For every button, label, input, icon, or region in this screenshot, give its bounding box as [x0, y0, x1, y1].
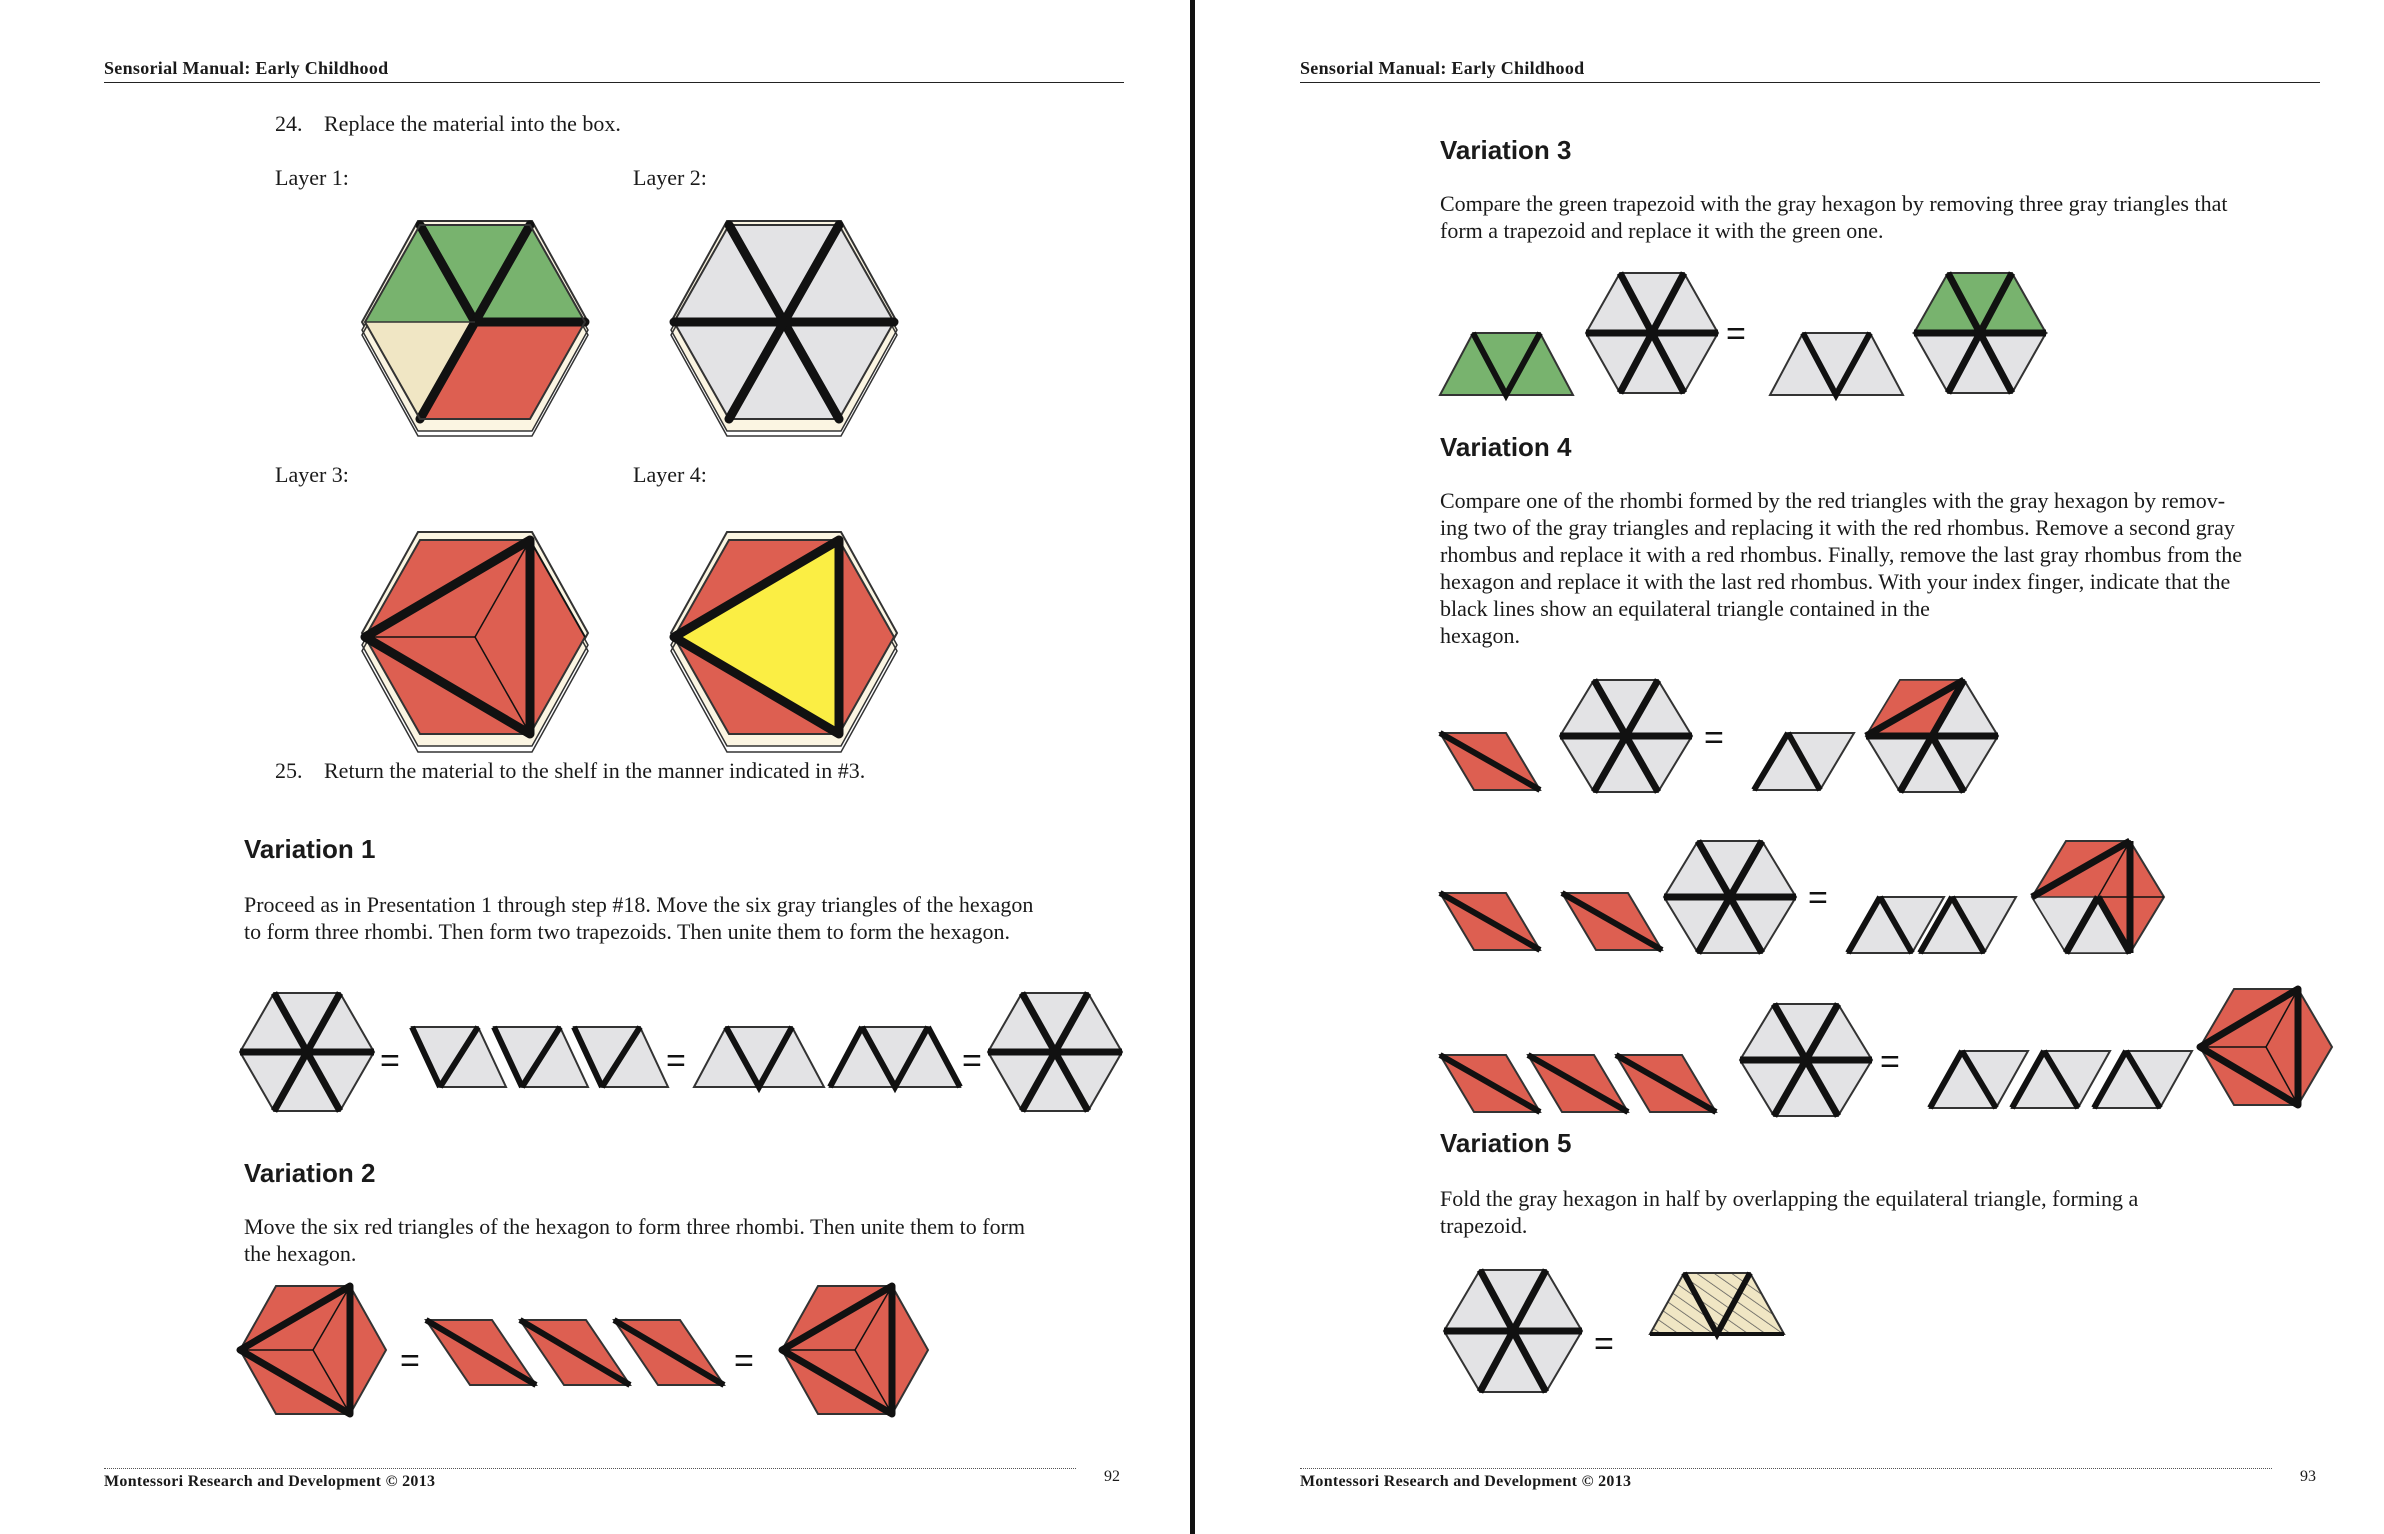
- layer-4-figure: [664, 530, 904, 760]
- hexagon-red-rhombus: [1866, 680, 1998, 792]
- step-24-number: 24.: [275, 111, 303, 136]
- red-rhombus: [1616, 1055, 1716, 1112]
- hexagon-green-top: [1914, 273, 2046, 393]
- gray-hexagon: [1740, 1004, 1872, 1116]
- layer-1-figure: [355, 215, 595, 445]
- red-rhombus: [426, 1320, 536, 1385]
- layer-3-figure: [355, 530, 595, 760]
- gray-trapezoid: [694, 1027, 824, 1087]
- gray-hexagon: [1664, 841, 1796, 953]
- left-page: [0, 0, 1190, 1534]
- layer-1-label: Layer 1:: [275, 165, 349, 190]
- header-rule: [104, 82, 1124, 83]
- variation-5-figure: [1440, 1265, 1820, 1400]
- variation-2-text-line-2: the hexagon.: [244, 1241, 357, 1266]
- equals-sign: =: [666, 1042, 686, 1080]
- variation-4-text-line-1: Compare one of the rhombi formed by the red triangles with the gray hexagon by remov-: [1440, 488, 2226, 513]
- variation-4-figure: [1436, 675, 2336, 1115]
- gray-hexagon: [1560, 680, 1692, 792]
- variation-4-heading: Variation 4: [1440, 432, 1572, 462]
- variation-4-text-line-2: ing two of the gray triangles and replacing it with the red rhombus. Remove a second gray: [1440, 515, 2235, 540]
- red-rhombus: [1562, 893, 1662, 950]
- page-number: 93: [2300, 1468, 2316, 1485]
- gray-rhombus: [1930, 1051, 2028, 1108]
- green-trapezoid: [1440, 333, 1573, 395]
- red-rhombus: [1440, 1055, 1540, 1112]
- gray-rhombus: [2012, 1051, 2110, 1108]
- step-24-text: Replace the material into the box.: [324, 111, 621, 136]
- equals-sign: =: [1704, 719, 1724, 757]
- gray-trapezoid: [1770, 333, 1903, 395]
- hexagon-two-red-rhombi: [2032, 841, 2164, 953]
- book-spine: [1190, 0, 1195, 1534]
- running-header: Sensorial Manual: Early Childhood: [1300, 58, 1585, 78]
- variation-1-text-line-2: to form three rhombi. Then form two trapezoids. Then unite them to form the hexagon.: [244, 919, 1010, 944]
- gray-rhombus: [574, 1027, 668, 1087]
- footer-text: Montessori Research and Development © 2013: [1300, 1473, 1632, 1490]
- variation-1-text-line-1: Proceed as in Presentation 1 through step #18. Move the six gray triangles of the hexagon: [244, 892, 1034, 917]
- header-rule: [1300, 82, 2320, 83]
- gray-hexagon: [1444, 1270, 1582, 1392]
- variation-2-text-line-1: Move the six red triangles of the hexagon to form three rhombi. Then unite them to form: [244, 1214, 1026, 1239]
- footer-rule: [1300, 1468, 2272, 1469]
- gray-rhombus: [494, 1027, 588, 1087]
- variation-4-text-line-3: rhombus and replace it with a red rhombus. Finally, remove the last gray rhombus from the: [1440, 542, 2242, 567]
- variation-5-heading: Variation 5: [1440, 1128, 1572, 1158]
- variation-3-figure: [1436, 265, 2096, 405]
- footer-text: Montessori Research and Development © 2013: [104, 1473, 436, 1490]
- red-hexagon: [2200, 989, 2332, 1105]
- equals-sign: =: [400, 1342, 420, 1380]
- running-header: Sensorial Manual: Early Childhood: [104, 58, 389, 78]
- gray-trapezoid: [830, 1027, 960, 1087]
- equals-sign: =: [1880, 1043, 1900, 1081]
- variation-1-figure: [236, 990, 1124, 1125]
- red-hexagon: [240, 1286, 386, 1414]
- variation-4-text-line-4: hexagon and replace it with the last red rhombus. With your index finger, indicate that the: [1440, 569, 2231, 594]
- hatched-trapezoid: [1650, 1273, 1784, 1334]
- right-page: [1196, 0, 2384, 1534]
- gray-rhombus: [412, 1027, 506, 1087]
- red-hexagon: [782, 1286, 928, 1414]
- gray-hexagon: [988, 993, 1122, 1111]
- equals-sign: =: [734, 1342, 754, 1380]
- red-rhombus: [1440, 733, 1540, 790]
- equals-sign: =: [380, 1042, 400, 1080]
- step-25-text: Return the material to the shelf in the manner indicated in #3.: [324, 758, 866, 783]
- variation-3-text-line-2: form a trapezoid and replace it with the green one.: [1440, 218, 1884, 243]
- variation-2-figure: [236, 1280, 936, 1425]
- layer-4-label: Layer 4:: [633, 462, 707, 487]
- variation-5-text-line-1: Fold the gray hexagon in half by overlapping the equilateral triangle, forming a: [1440, 1186, 2139, 1211]
- layer-3-label: Layer 3:: [275, 462, 349, 487]
- equals-sign: =: [962, 1042, 982, 1080]
- variation-4-text-line-6: hexagon.: [1440, 623, 1521, 648]
- variation-1-heading: Variation 1: [244, 834, 376, 864]
- red-rhombus: [1440, 893, 1540, 950]
- footer-rule: [104, 1468, 1076, 1469]
- gray-hexagon: [1586, 273, 1718, 393]
- variation-4-text-line-5: black lines show an equilateral triangle contained in the: [1440, 596, 1930, 621]
- equals-sign: =: [1594, 1325, 1614, 1363]
- layer-2-figure: [664, 215, 904, 445]
- variation-3-heading: Variation 3: [1440, 135, 1572, 165]
- variation-3-text-line-1: Compare the green trapezoid with the gray hexagon by removing three gray triangles that: [1440, 191, 2228, 216]
- equals-sign: =: [1808, 879, 1828, 917]
- gray-rhombus: [1754, 733, 1854, 790]
- layer-2-label: Layer 2:: [633, 165, 707, 190]
- variation-5-text-line-2: trapezoid.: [1440, 1213, 1528, 1238]
- page-number: 92: [1104, 1468, 1120, 1485]
- step-25-number: 25.: [275, 758, 303, 783]
- gray-rhombus: [2094, 1051, 2192, 1108]
- equals-sign: =: [1726, 315, 1746, 353]
- gray-hexagon: [240, 993, 374, 1111]
- red-rhombus: [1528, 1055, 1628, 1112]
- variation-2-heading: Variation 2: [244, 1158, 376, 1188]
- red-rhombus: [520, 1320, 630, 1385]
- red-rhombus: [614, 1320, 724, 1385]
